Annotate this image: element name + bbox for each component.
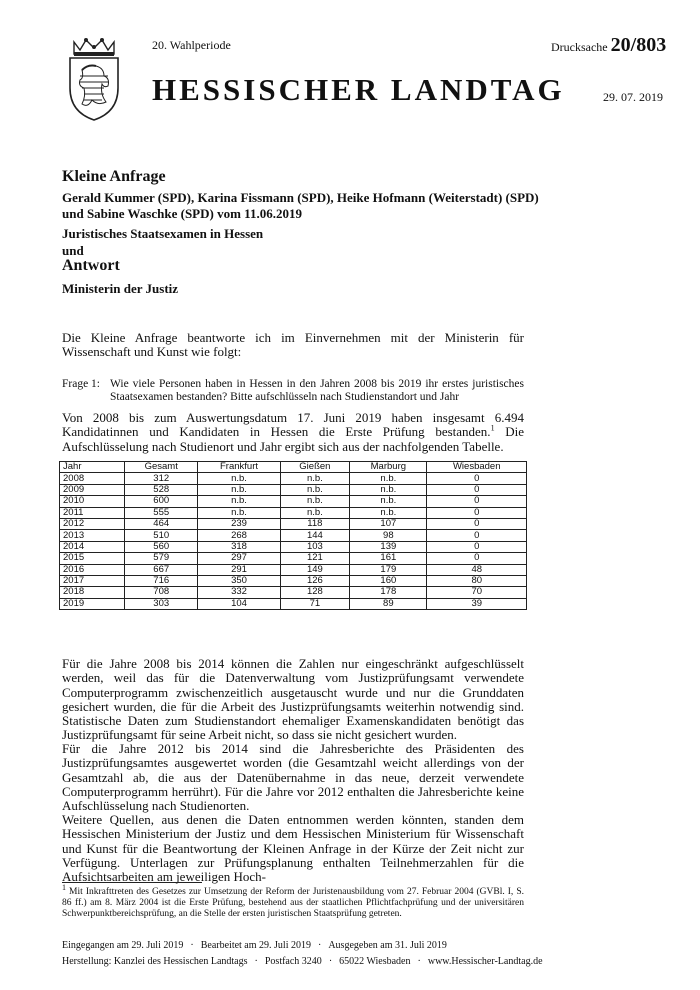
table-cell: 139: [350, 541, 427, 552]
table-cell: 312: [125, 473, 198, 484]
table-cell: 350: [198, 575, 280, 586]
table-cell: 104: [198, 598, 280, 609]
table-row: [60, 473, 527, 484]
table-cell: 318: [198, 541, 280, 552]
footer-separator: ·: [417, 956, 421, 967]
intro-paragraph: Die Kleine Anfrage beantworte ich im Einvernehmen mit der Ministerin für Wissenschaft und Kunst wie folgt:: [62, 330, 524, 360]
institution-title: HESSISCHER LANDTAG: [152, 72, 565, 107]
table-row: [60, 564, 527, 575]
drucksache-label: Drucksache: [551, 40, 608, 54]
table-cell: 107: [350, 518, 427, 529]
footer-herstellung: Herstellung: Kanzlei des Hessischen Landtags: [62, 956, 248, 967]
footer-separator: ·: [254, 956, 258, 967]
table-body: [60, 473, 527, 610]
table-row: [60, 587, 527, 598]
responder: Ministerin der Justiz: [62, 281, 179, 296]
table-cell: 528: [125, 484, 198, 495]
und-label: und: [62, 243, 84, 258]
table-cell: 291: [198, 564, 280, 575]
table-row: [60, 507, 527, 518]
table-cell-year: 2017: [60, 575, 125, 586]
subject: Juristisches Staatsexamen in Hessen: [62, 226, 264, 241]
hesse-coat-of-arms-icon: [58, 36, 130, 122]
authors: [62, 190, 582, 222]
table-cell: 0: [427, 496, 527, 507]
table-cell: n.b.: [280, 484, 350, 495]
table-cell: 0: [427, 530, 527, 541]
footnote-text: Mit Inkrafttreten des Gesetzes zur Umsetzung der Reform der Juristenausbildung vom 27. Februar 2004 (GVBl. I, S. 86 ff.) am 8. März 2004 ist die Erste Prüfung, bestehend aus der staatlichen Pflichtfachprüfung und der universitären Schwerpunktbereichsprüfung, an die Stelle der ersten juristischen Staatsprüfung getreten.: [62, 887, 524, 919]
table-cell: 600: [125, 496, 198, 507]
table-cell-year: 2012: [60, 518, 125, 529]
footer-imprint: [62, 956, 543, 967]
footnote: [62, 882, 524, 920]
footer-ausgegeben: Ausgegeben am 31. Juli 2019: [328, 940, 447, 951]
table-cell-year: 2019: [60, 598, 125, 609]
authors-line-2: und Sabine Waschke (SPD) vom 11.06.2019: [62, 206, 302, 221]
table-header-cell: Gesamt: [125, 462, 198, 473]
table-cell: 303: [125, 598, 198, 609]
table-header-cell: Frankfurt: [198, 462, 280, 473]
paragraph-2: Für die Jahre 2008 bis 2014 können die Zahlen nur eingeschränkt aufgeschlüsselt werden, weil das für die Datenverwaltung vom Justizprüfungsamt verwendete Computerprogramm zwischenzeitlich ausgetauscht wurde und nur die Grunddaten gesichert wurden, die für die Arbeit des Justizprüfungsamts weiterhin notwendig sind. Statistische Daten zum Studienstandort ehemaliger Examenskandidaten benötigt das Justizprüfungsamt für seine Arbeit nicht, so dass sie nicht gesichert wurden.: [62, 656, 524, 743]
document-date: 29. 07. 2019: [603, 90, 663, 104]
drucksache-number: 20/803: [610, 34, 667, 56]
table-cell: 239: [198, 518, 280, 529]
table-cell: 103: [280, 541, 350, 552]
table-cell: n.b.: [198, 473, 280, 484]
table-row: [60, 496, 527, 507]
table-cell: 121: [280, 553, 350, 564]
footer-separator: ·: [328, 956, 333, 967]
wahlperiode: 20. Wahlperiode: [152, 38, 231, 52]
table-row: [60, 598, 527, 609]
table-cell: n.b.: [280, 507, 350, 518]
table-cell: 332: [198, 587, 280, 598]
question-label: Frage 1:: [62, 378, 101, 390]
footer-dates: [62, 940, 447, 951]
table-cell: 0: [427, 473, 527, 484]
answer-paragraph: [62, 411, 524, 454]
table-header-row: [60, 462, 527, 473]
footer-ort: 65022 Wiesbaden: [339, 956, 411, 967]
table-header-cell: Wiesbaden: [427, 462, 527, 473]
table-cell: n.b.: [350, 473, 427, 484]
table-cell: 144: [280, 530, 350, 541]
table-cell: 178: [350, 587, 427, 598]
table-cell: 0: [427, 541, 527, 552]
table-cell-year: 2010: [60, 496, 125, 507]
table-cell: 0: [427, 518, 527, 529]
table-row: [60, 518, 527, 529]
footer-postfach: Postfach 3240: [264, 956, 322, 967]
footer-separator: ·: [190, 940, 194, 951]
table-cell: 126: [280, 575, 350, 586]
table-cell: 98: [350, 530, 427, 541]
table-cell-year: 2014: [60, 541, 125, 552]
table-cell: 70: [427, 587, 527, 598]
table-cell: 667: [125, 564, 198, 575]
table-cell: 0: [427, 553, 527, 564]
answer-text-part-1: Von 2008 bis zum Auswertungsdatum 17. Juni 2019 haben insgesamt 6.494 Kandidatinnen und Kandidaten in Hessen die Erste Prüfung bestanden.: [62, 410, 524, 440]
table-cell: 161: [350, 553, 427, 564]
table-cell-year: 2015: [60, 553, 125, 564]
table-cell: 579: [125, 553, 198, 564]
table-cell: 80: [427, 575, 527, 586]
table-cell-year: 2013: [60, 530, 125, 541]
table-row: [60, 541, 527, 552]
footer-web: www.Hessischer-Landtag.de: [427, 956, 543, 967]
table-cell: 89: [350, 598, 427, 609]
table-row: [60, 553, 527, 564]
paragraph-3: Für die Jahre 2012 bis 2014 sind die Jahresberichte des Präsidenten des Justizprüfungsamtes ausgewertet worden (die Gesamtzahl weicht allerdings von der Gesamtzahl ab, die aus der Datenübernahme in das neue, derzeit verwendete Computerprogramm herrührt). Für die Jahre vor 2012 enthalten die Jahresberichte keine Aufschlüsselung nach Studienorten.: [62, 741, 524, 814]
table-cell: 297: [198, 553, 280, 564]
footer-separator: ·: [317, 940, 322, 951]
table-cell: 179: [350, 564, 427, 575]
table-cell: 128: [280, 587, 350, 598]
table-cell: 48: [427, 564, 527, 575]
paragraph-4: Weitere Quellen, aus denen die Daten entnommen werden könnten, standen dem Hessischen Ministerium der Justiz und dem Hessischen Ministerium für Wissenschaft und Kunst für die Beantwortung der Kleinen Anfrage in der Kürze der Zeit nicht zur Verfügung. Unterlagen zur Prüfungsplanung enthalten Teilnehmerzahlen für die Aufsichtsarbeiten am jeweiligen Hoch-: [62, 812, 524, 885]
table-header-cell: Marburg: [350, 462, 427, 473]
antwort-heading: Antwort: [62, 257, 120, 274]
document-kind: Kleine Anfrage: [62, 168, 166, 185]
answer-text-part-2: Die Aufschlüsselung nach Studienort und Jahr ergibt sich aus der nachfolgenden Tabelle.: [62, 424, 524, 454]
table-cell: 268: [198, 530, 280, 541]
table-cell-year: 2016: [60, 564, 125, 575]
footnote-reference: 1: [490, 423, 495, 433]
table-cell: n.b.: [198, 484, 280, 495]
footer-eingegangen: Eingegangen am 29. Juli 2019: [62, 940, 184, 951]
footnote-marker: 1: [62, 882, 66, 892]
drucksache: [551, 34, 666, 57]
table-cell: 118: [280, 518, 350, 529]
table-cell-year: 2009: [60, 484, 125, 495]
table-cell: n.b.: [198, 507, 280, 518]
results-table: [59, 461, 527, 610]
table-cell: n.b.: [350, 507, 427, 518]
table-cell: 39: [427, 598, 527, 609]
footnote-divider: [62, 882, 202, 883]
table-cell: 510: [125, 530, 198, 541]
table-cell-year: 2008: [60, 473, 125, 484]
table-cell: 716: [125, 575, 198, 586]
table-row: [60, 575, 527, 586]
table-cell: n.b.: [280, 496, 350, 507]
table-cell-year: 2018: [60, 587, 125, 598]
table-cell: n.b.: [198, 496, 280, 507]
table-cell-year: 2011: [60, 507, 125, 518]
table-cell: 560: [125, 541, 198, 552]
table-cell: n.b.: [280, 473, 350, 484]
table-cell: 555: [125, 507, 198, 518]
table-cell: 160: [350, 575, 427, 586]
table-cell: n.b.: [350, 484, 427, 495]
table-header-cell: Gießen: [280, 462, 350, 473]
table-cell: 149: [280, 564, 350, 575]
table-header-cell: Jahr: [60, 462, 125, 473]
table-cell: 0: [427, 484, 527, 495]
question-text: Wie viele Personen haben in Hessen in den Jahren 2008 bis 2019 ihr erstes juristisches Staatsexamen bestanden? Bitte aufschlüsseln nach Studienstandort und Jahr: [110, 378, 524, 403]
table-cell: 71: [280, 598, 350, 609]
authors-line-1: Gerald Kummer (SPD), Karina Fissmann (SPD), Heike Hofmann (Weiterstadt) (SPD): [62, 190, 539, 205]
table-row: [60, 484, 527, 495]
table-cell: n.b.: [350, 496, 427, 507]
footer-bearbeitet: Bearbeitet am 29. Juli 2019: [200, 940, 311, 951]
table-cell: 0: [427, 507, 527, 518]
table-row: [60, 530, 527, 541]
table-cell: 464: [125, 518, 198, 529]
table-cell: 708: [125, 587, 198, 598]
